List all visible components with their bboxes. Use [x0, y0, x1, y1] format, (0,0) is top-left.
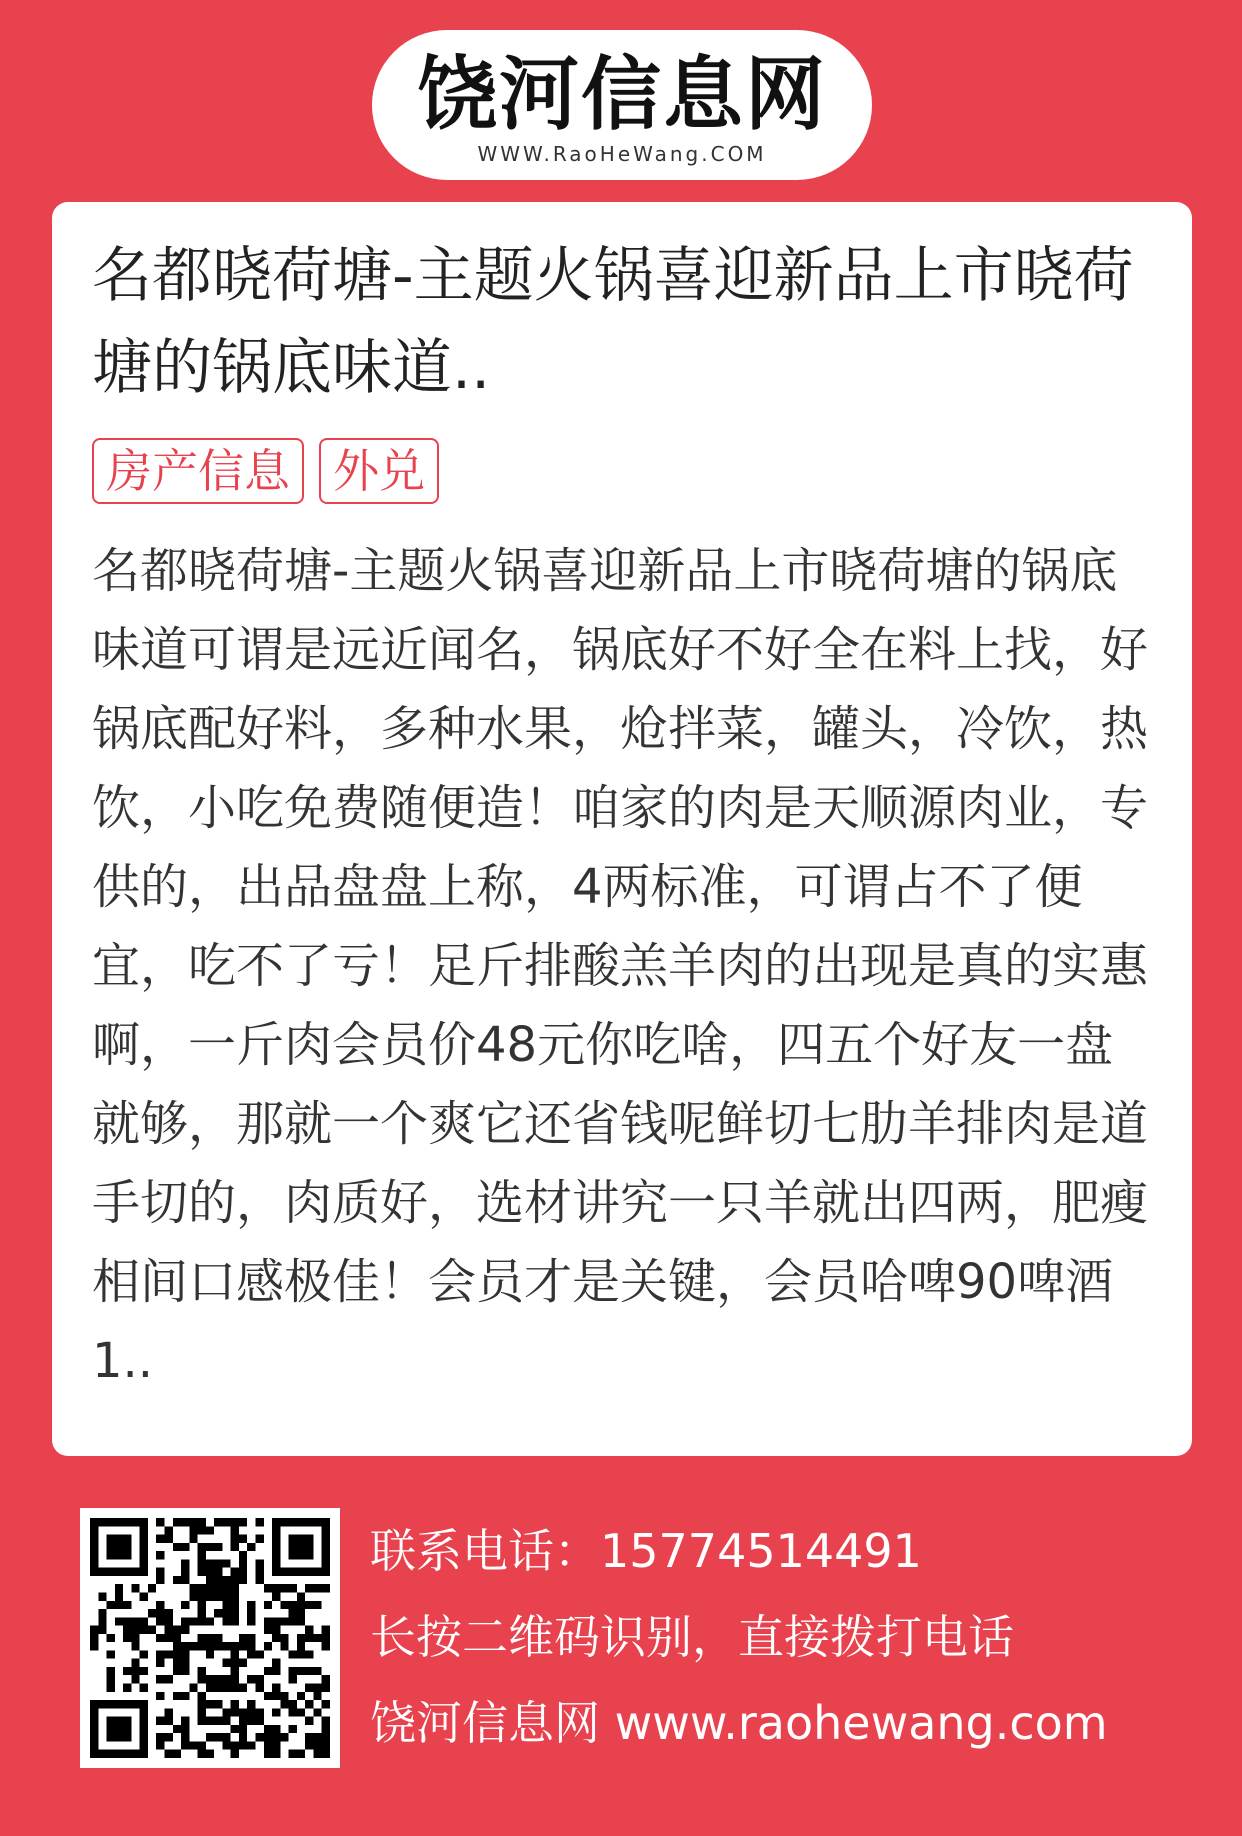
tag-category[interactable]: 房产信息 [92, 438, 304, 504]
site-line[interactable]: 饶河信息网 www.raohewang.com [370, 1696, 1108, 1750]
qr-code[interactable] [80, 1508, 340, 1768]
phone-line[interactable]: 联系电话：15774514491 [370, 1524, 922, 1578]
tag-type[interactable]: 外兑 [319, 438, 439, 504]
tag-list [92, 438, 1152, 506]
logo-name: 饶河信息网 [417, 48, 827, 141]
site-logo[interactable] [372, 30, 872, 180]
qr-hint-line: 长按二维码识别，直接拨打电话 [370, 1610, 1014, 1664]
logo-url: WWW.RaoHeWang.COM [477, 142, 767, 166]
post-card [52, 202, 1192, 1456]
post-title: 名都晓荷塘-主题火锅喜迎新品上市晓荷塘的锅底味道.. [92, 241, 1134, 403]
qr-code-icon [90, 1518, 330, 1758]
post-content: 名都晓荷塘-主题火锅喜迎新品上市晓荷塘的锅底味道可谓是远近闻名，锅底好不好全在料上找，好锅底配好料，多种水果，炝拌菜，罐头，冷饮，热饮，小吃免费随便造！咱家的肉是天顺源肉业，专供的，出品盘盘上称，4两标准，可谓占不了便宜，吃不了亏！足斤排酸羔羊肉的出现是真的实惠啊，一斤肉会员价48元你吃啥，四五个好友一盘就够，那就一个爽它还省钱呢鲜切七肋羊排肉是道手切的，肉质好，选材讲究一只羊就出四两，肥瘦相间口感极佳！会员才是关键，会员哈啤90啤酒1.. [92, 543, 1149, 1389]
contact-info [370, 1508, 1210, 1766]
